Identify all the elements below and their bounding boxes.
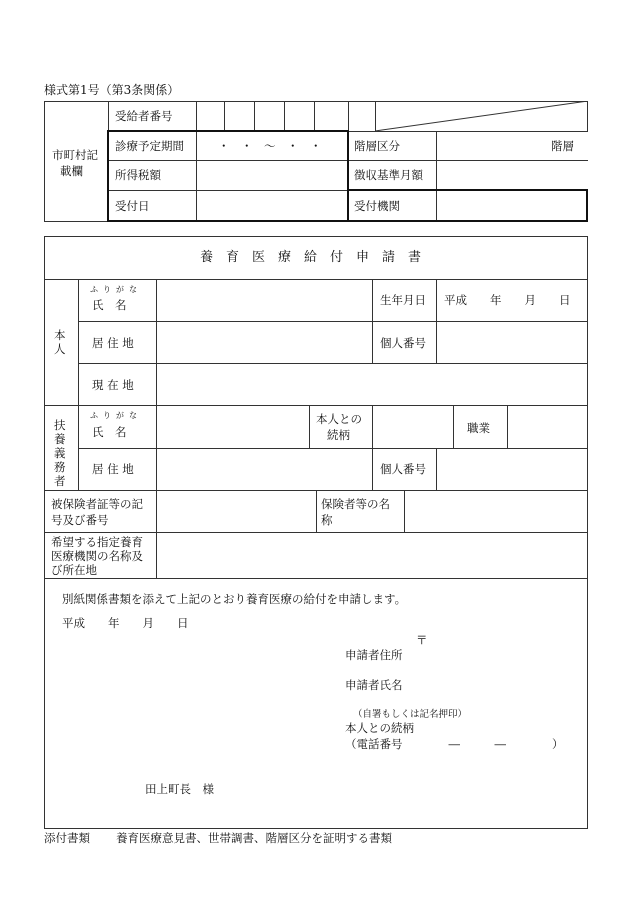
current-address-label: 現 在 地: [92, 378, 134, 392]
attachment-list: 養育医療意見書、世帯調書、階層区分を証明する書類: [116, 831, 392, 845]
relation-label-2: 続柄: [327, 428, 350, 442]
guardian-name-label: 氏 名: [92, 425, 127, 439]
recipient-number-label: 受給者番号: [115, 109, 173, 123]
receipt-org-label: 受付機関: [354, 199, 400, 213]
receipt-date-label: 受付日: [115, 199, 150, 213]
seal-note: （自署もしくは記名押印）: [353, 709, 468, 720]
phone-field: （電話番号 ― ― ）: [345, 737, 564, 751]
declaration-date: 平成 年 月 日: [62, 616, 189, 630]
applicant-personal-number-label: 個人番号: [380, 336, 426, 350]
diagonal-line: [375, 101, 588, 131]
office-label: 市町村記: [52, 148, 98, 162]
postal-mark: 〒: [416, 633, 428, 647]
income-tax-label: 所得税額: [115, 168, 161, 182]
applicant-name-field-label: 申請者氏名: [345, 678, 403, 692]
attachment-label: 添付書類: [44, 831, 90, 845]
office-label-2: 載欄: [60, 164, 83, 178]
relation-field-label: 本人との続柄: [345, 721, 414, 735]
applicant-name-label: 氏 名: [92, 298, 127, 312]
declaration-statement: 別紙関係書類を添えて上記のとおり養育医療の給付を申請します。: [62, 592, 407, 606]
collection-month-label: 徴収基準月額: [354, 168, 423, 182]
period-value: ・ ・ 〜 ・ ・: [218, 139, 322, 153]
insurance-number-label: 被保険者証等の記: [51, 497, 143, 511]
tier-unit: 階層: [551, 139, 574, 153]
guardian-personal-number-label: 個人番号: [380, 462, 426, 476]
birth-date-label: 生年月日: [380, 293, 426, 307]
addressee: 田上町長 様: [145, 782, 214, 796]
applicant-group-label: 本人: [54, 328, 66, 356]
insurer-name-label-2: 称: [321, 513, 333, 527]
birth-date-value: 平成 年 月 日: [444, 293, 571, 307]
tier-label: 階層区分: [354, 139, 400, 153]
occupation-label: 職業: [467, 421, 490, 435]
applicant-furigana: ふりがな: [90, 285, 142, 294]
relation-label: 本人との: [316, 412, 362, 426]
guardian-furigana: ふりがな: [90, 411, 142, 420]
institution-label: 希望する指定養育: [51, 535, 143, 549]
form-number: 様式第1号（第3条関係）: [44, 83, 180, 97]
period-label: 診療予定期間: [115, 139, 184, 153]
insurer-name-label: 保険者等の名: [321, 497, 390, 511]
applicant-address-label: 申請者住所: [345, 648, 403, 662]
applicant-residence-label: 居 住 地: [92, 336, 134, 350]
guardian-residence-label: 居 住 地: [92, 462, 134, 476]
institution-label-2: 医療機関の名称及: [51, 549, 143, 563]
guardian-group-label: 扶養義務者: [54, 418, 66, 488]
institution-label-3: び所在地: [51, 563, 97, 577]
form-title: 養育医療給付申請書: [200, 250, 435, 265]
insurance-number-label-2: 号及び番号: [51, 513, 109, 527]
